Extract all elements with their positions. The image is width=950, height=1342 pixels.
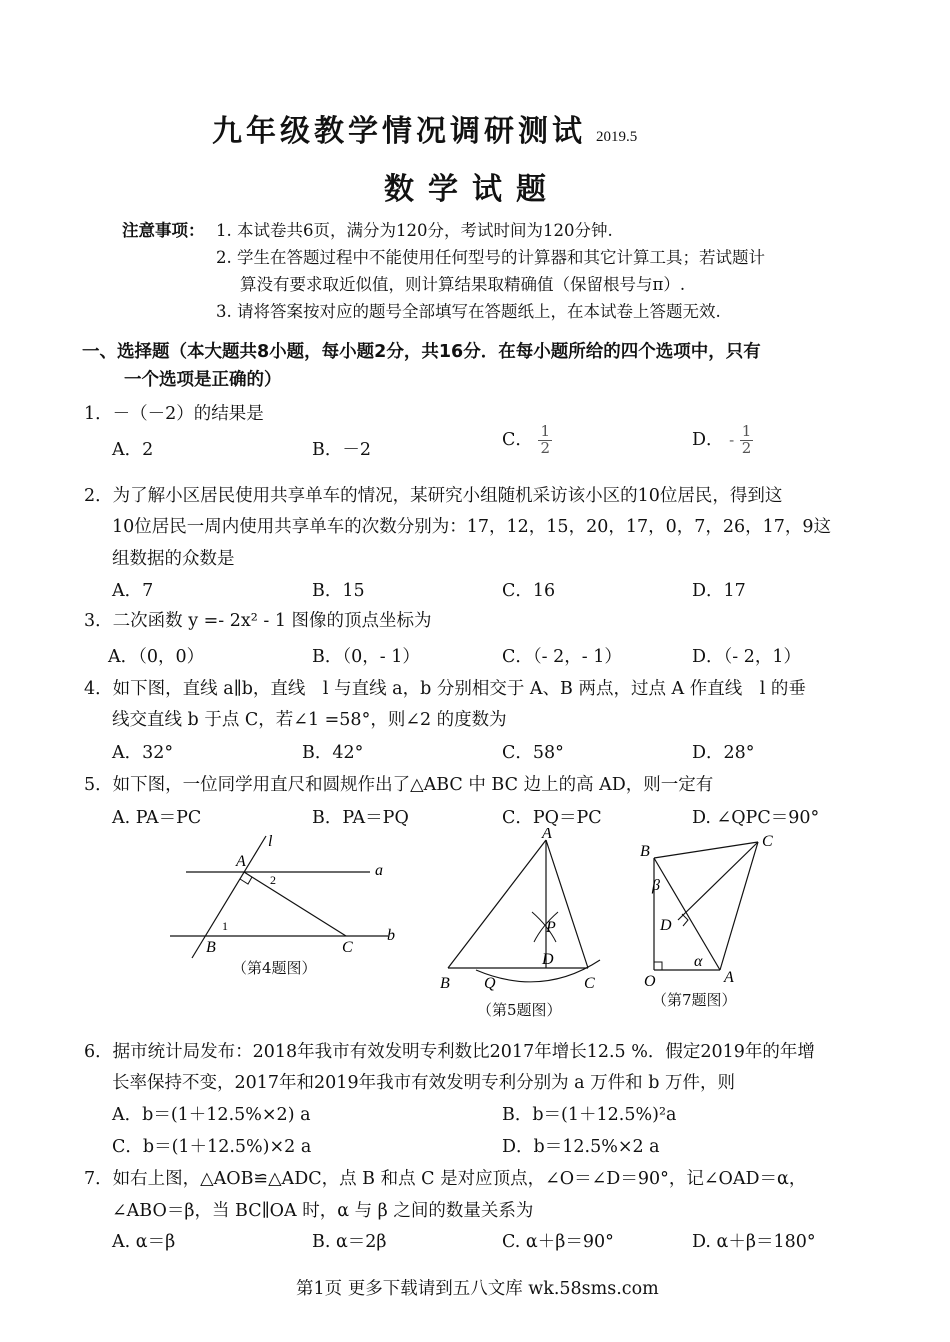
question-3-stem: 3．二次函数 y =- 2x² - 1 图像的顶点坐标为: [84, 611, 432, 631]
question-2-line-2: 10位居民一周内使用共享单车的次数分别为：17，12，15，20，17，0，7，26，17，9这: [112, 517, 832, 537]
q1-option-b: B．－2: [312, 440, 371, 460]
line-l: [192, 836, 266, 958]
q2-option-a: A．7: [112, 581, 154, 601]
page-title: [212, 106, 637, 150]
fraction-denominator: 2: [741, 438, 752, 457]
q4-option-b: B．42°: [302, 743, 364, 763]
q7-option-c: C. α＋β＝90°: [502, 1232, 614, 1252]
exam-title-text: 九年级教学情况调研测试: [212, 114, 586, 149]
q1-option-d-fraction: [740, 424, 754, 457]
note-item-3: 3. 请将答案按对应的题号全部填写在答题纸上，在本试卷上答题无效.: [216, 302, 721, 321]
label-D: D: [542, 951, 554, 968]
q1-option-c-label: C．: [502, 429, 533, 450]
label-a: a: [375, 862, 383, 879]
question-6-line-1: 6．据市统计局发布：2018年我市有效发明专利数比2017年增长12.5 %．假定2019年的年增: [84, 1042, 815, 1062]
right-angle-mark: [240, 877, 252, 884]
segment-ab: [654, 858, 720, 970]
note-item-1: 1. 本试卷共6页，满分为120分，考试时间为120分钟.: [216, 221, 613, 240]
section-heading-cont: 一个选项是正确的）: [124, 370, 282, 390]
q6-option-d: D．b＝12.5%×2 a: [502, 1137, 660, 1157]
question-7-line-2: ∠ABO＝β，当 BC∥OA 时，α 与 β 之间的数量关系为: [112, 1201, 534, 1221]
label-C: C: [342, 939, 353, 956]
fraction-numerator: 1: [741, 422, 752, 440]
q3-option-d: D．（- 2，1）: [692, 647, 802, 667]
q1-option-c-fraction: [538, 424, 552, 457]
question-2-line-3: 组数据的众数是: [112, 549, 235, 569]
q2-option-c: C．16: [502, 581, 556, 601]
side-ab: [448, 840, 546, 968]
side-ac: [546, 840, 588, 968]
label-angle-1: 1: [222, 919, 228, 933]
label-C: C: [762, 833, 773, 850]
figure-7-caption: （第7题图）: [652, 991, 737, 1009]
label-A: A: [542, 828, 552, 842]
figure-7: [632, 832, 792, 992]
label-b: b: [387, 927, 395, 944]
label-beta: β: [652, 877, 660, 894]
q4-option-d: D．28°: [692, 743, 755, 763]
label-l: l: [268, 833, 273, 850]
question-4-line-1: 4．如下图，直线 a∥b，直线 l 与直线 a，b 分别相交于 A、B 两点，过点 A 作直线 l 的垂: [84, 679, 806, 699]
question-4-line-2: 线交直线 b 于点 C，若∠1 =58°，则∠2 的度数为: [112, 710, 507, 730]
q6-option-c: C．b＝(1＋12.5%)×2 a: [112, 1137, 312, 1157]
right-angle-o: [654, 962, 662, 970]
section-heading: 一、选择题（本大题共8小题，每小题2分，共16分．在每小题所给的四个选项中，只有: [82, 342, 761, 362]
note-item-2-cont: 算没有要求取近似值，则计算结果取精确值（保留根号与π）.: [240, 275, 686, 294]
question-7-line-1: 7．如右上图，△AOB≌△ADC，点 B 和点 C 是对应顶点，∠O＝∠D＝90°，记∠OAD＝α，: [84, 1169, 807, 1189]
label-A: A: [236, 853, 246, 870]
label-A: A: [724, 969, 734, 986]
question-6-line-2: 长率保持不变，2017年和2019年我市有效发明专利分别为 a 万件和 b 万件，则: [112, 1073, 735, 1093]
q6-option-b: B．b＝(1＋12.5%)²a: [502, 1105, 677, 1125]
label-alpha: α: [694, 953, 703, 970]
label-D: D: [660, 917, 672, 934]
label-B: B: [640, 843, 650, 860]
q5-option-b: B．PA＝PQ: [312, 808, 409, 828]
label-O: O: [644, 973, 656, 990]
question-5-stem: 5．如下图，一位同学用直尺和圆规作出了△ABC 中 BC 边上的高 AD，则一定有: [84, 775, 714, 795]
q1-option-d: [692, 424, 753, 457]
q7-option-a: A. α＝β: [112, 1232, 176, 1252]
q3-option-a: A．（0，0）: [108, 647, 205, 667]
q1-option-d-sign: -: [729, 430, 735, 449]
label-B: B: [206, 939, 216, 956]
label-C: C: [584, 975, 595, 992]
q4-option-a: A．32°: [112, 743, 174, 763]
note-item-2: 2. 学生在答题过程中不能使用任何型号的计算器和其它计算工具；若试题计: [216, 248, 765, 267]
label-P: P: [546, 919, 556, 936]
figure-5-caption: （第5题图）: [477, 1001, 562, 1019]
label-angle-2: 2: [270, 873, 276, 887]
q7-option-b: B. α＝2β: [312, 1232, 387, 1252]
q2-option-d: D．17: [692, 581, 746, 601]
figure-4-caption: （第4题图）: [232, 959, 317, 977]
q7-option-d: D. α＋β＝180°: [692, 1232, 816, 1252]
question-2-line-1: 2．为了解小区居民使用共享单车的情况，某研究小组随机采访该小区的10位居民，得到这: [84, 486, 783, 506]
question-1-stem: 1．－（－2）的结果是: [84, 404, 264, 424]
segment-bc: [654, 842, 758, 858]
label-B: B: [440, 975, 450, 992]
q1-option-c: [502, 424, 552, 457]
q4-option-c: C．58°: [502, 743, 564, 763]
figure-5: [432, 828, 612, 998]
q2-option-b: B．15: [312, 581, 365, 601]
q5-option-c: C．PQ＝PC: [502, 808, 602, 828]
fraction-denominator: 2: [540, 438, 551, 457]
q5-option-a: A. PA＝PC: [112, 808, 202, 828]
q5-option-d: D. ∠QPC＝90°: [692, 808, 820, 828]
q6-option-a: A．b＝(1＋12.5%×2) a: [112, 1105, 311, 1125]
page-subtitle: 数学试题: [384, 172, 560, 207]
page-footer: 第1页 更多下载请到五八文库 wk.58sms.com: [296, 1279, 659, 1299]
q1-option-d-label: D．: [692, 429, 724, 450]
exam-year: 2019.5: [596, 129, 638, 145]
q3-option-b: B．（0，- 1）: [312, 647, 420, 667]
q3-option-c: C．（- 2，- 1）: [502, 647, 622, 667]
notes-label: 注意事项：: [122, 221, 205, 240]
fraction-numerator: 1: [540, 422, 551, 440]
segment-ac: [244, 872, 346, 936]
label-Q: Q: [484, 975, 496, 992]
q1-option-a: A．2: [112, 440, 154, 460]
